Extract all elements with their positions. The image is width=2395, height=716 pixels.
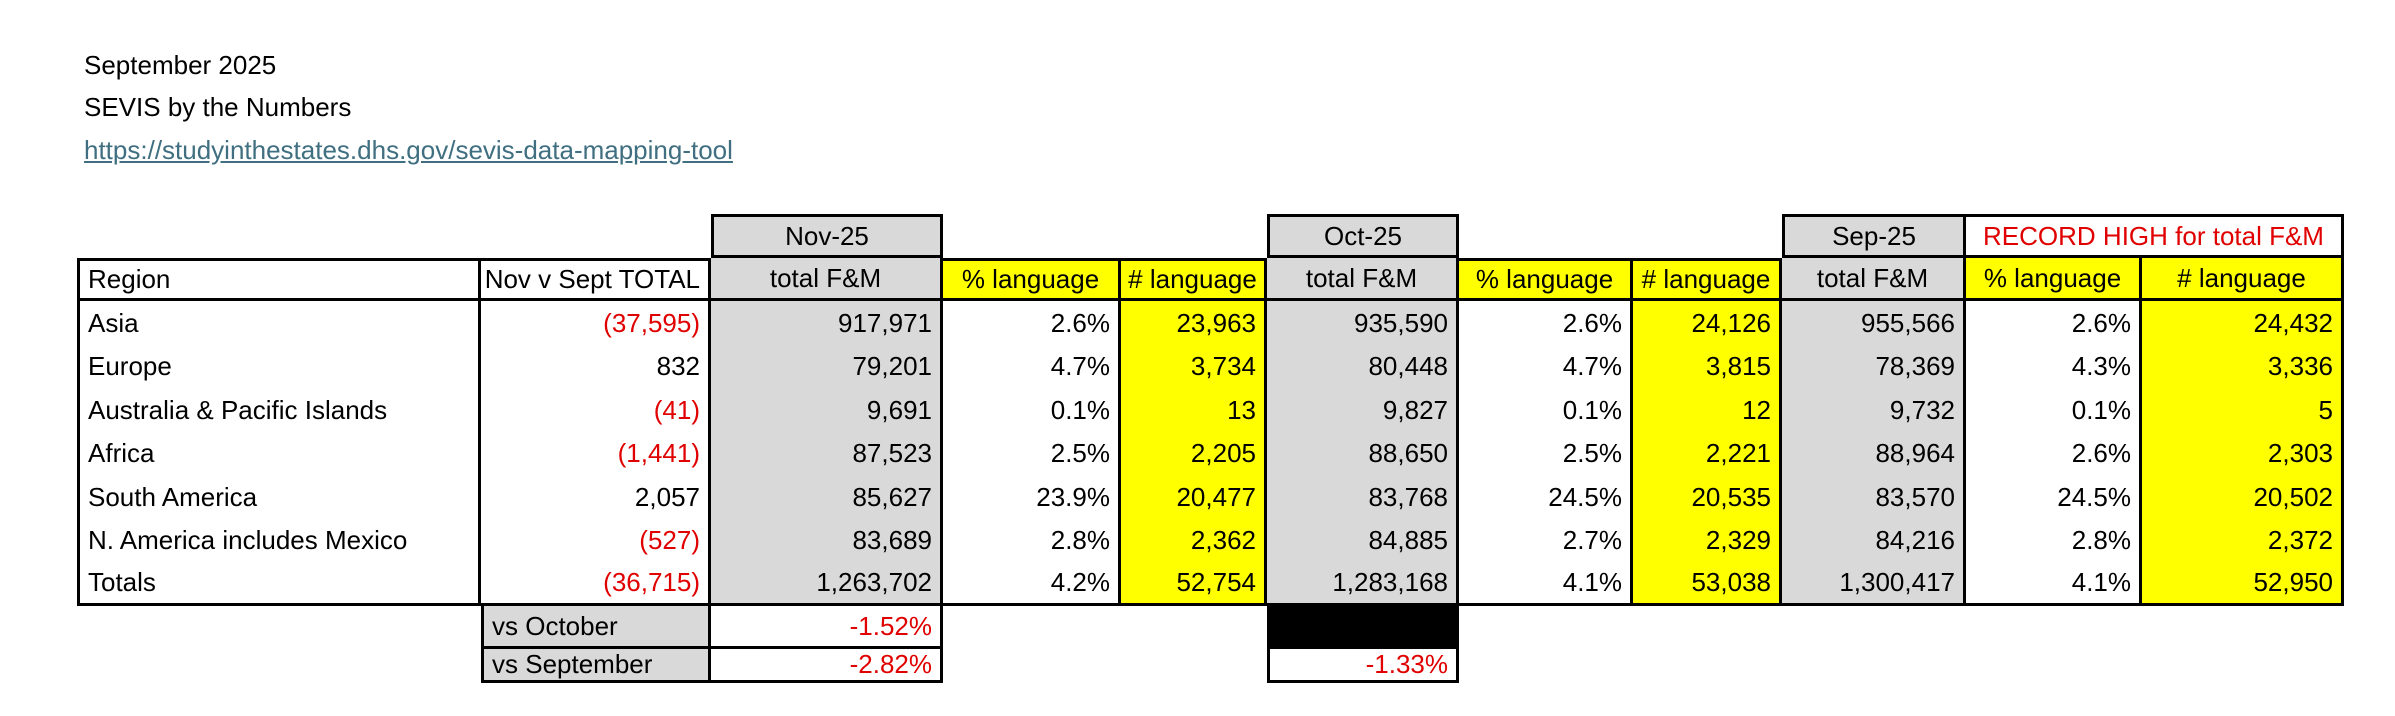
cell-nov-num: 3,734 [1121, 345, 1267, 388]
cell-oct-pct: 2.7% [1459, 519, 1633, 562]
cell-nov-pct: 2.6% [943, 301, 1121, 345]
cell-region: Asia [77, 301, 481, 345]
cell-nov-total: 917,971 [711, 301, 943, 345]
cell-sep-total: 88,964 [1782, 432, 1966, 475]
cell-diff: (36,715) [481, 562, 711, 606]
cell-oct-pct: 4.7% [1459, 345, 1633, 388]
cell-oct-total: 83,768 [1267, 475, 1459, 519]
report-date: September 2025 [84, 50, 277, 80]
cell-diff: (527) [481, 519, 711, 562]
cell-sep-total: 1,300,417 [1782, 562, 1966, 606]
cell-sep-num: 52,950 [2142, 562, 2344, 606]
cell-nov-total: 83,689 [711, 519, 943, 562]
cell-nov-pct: 2.8% [943, 519, 1121, 562]
col-header-num-nov: # language [1121, 258, 1267, 301]
report-title: SEVIS by the Numbers [84, 92, 352, 122]
cell-oct-pct: 24.5% [1459, 475, 1633, 519]
cell-diff: 2,057 [481, 475, 711, 519]
col-header-num-sep: # language [2142, 258, 2344, 301]
record-high-note: RECORD HIGH for total F&M [1966, 214, 2344, 258]
cell-nov-total: 85,627 [711, 475, 943, 519]
cell-oct-total: 1,283,168 [1267, 562, 1459, 606]
cell-sep-pct: 4.1% [1966, 562, 2142, 606]
cell-nov-num: 52,754 [1121, 562, 1267, 606]
cell-sep-num: 5 [2142, 388, 2344, 432]
cell-oct-total: 88,650 [1267, 432, 1459, 475]
col-header-diff: Nov v Sept TOTAL [481, 258, 711, 301]
period-header-nov: Nov-25 [711, 214, 943, 258]
cell-sep-total: 9,732 [1782, 388, 1966, 432]
cell-nov-pct: 0.1% [943, 388, 1121, 432]
cell-region: Totals [77, 562, 481, 606]
cell-nov-num: 2,205 [1121, 432, 1267, 475]
cell-nov-num: 13 [1121, 388, 1267, 432]
cell-oct-num: 12 [1633, 388, 1782, 432]
vs-label: vs October [481, 606, 711, 649]
cell-oct-pct: 4.1% [1459, 562, 1633, 606]
cell-sep-pct: 0.1% [1966, 388, 2142, 432]
cell-oct-total: 935,590 [1267, 301, 1459, 345]
period-header-sep: Sep-25 [1782, 214, 1966, 258]
data-mapping-tool-link[interactable]: https://studyinthestates.dhs.gov/sevis-data-mapping-tool [84, 135, 733, 165]
cell-nov-total: 79,201 [711, 345, 943, 388]
cell-sep-pct: 2.8% [1966, 519, 2142, 562]
cell-sep-pct: 2.6% [1966, 301, 2142, 345]
col-header-total-nov: total F&M [711, 258, 943, 301]
cell-nov-num: 23,963 [1121, 301, 1267, 345]
cell-oct-total: 80,448 [1267, 345, 1459, 388]
col-header-pct-sep: % language [1966, 258, 2142, 301]
cell-nov-num: 2,362 [1121, 519, 1267, 562]
cell-sep-num: 3,336 [2142, 345, 2344, 388]
cell-nov-pct: 2.5% [943, 432, 1121, 475]
cell-region: Europe [77, 345, 481, 388]
vs-label: vs September [481, 649, 711, 683]
cell-sep-num: 24,432 [2142, 301, 2344, 345]
cell-oct-pct: 2.5% [1459, 432, 1633, 475]
cell-oct-num: 3,815 [1633, 345, 1782, 388]
cell-oct-num: 2,221 [1633, 432, 1782, 475]
col-header-total-sep: total F&M [1782, 258, 1966, 301]
cell-oct-pct: 0.1% [1459, 388, 1633, 432]
cell-oct-num: 2,329 [1633, 519, 1782, 562]
cell-oct-pct: 2.6% [1459, 301, 1633, 345]
cell-nov-pct: 4.7% [943, 345, 1121, 388]
period-header-oct: Oct-25 [1267, 214, 1459, 258]
vs-change-nov: -1.52% [711, 606, 943, 649]
col-header-num-oct: # language [1633, 258, 1782, 301]
cell-region: N. America includes Mexico [77, 519, 481, 562]
cell-oct-total: 84,885 [1267, 519, 1459, 562]
cell-diff: (41) [481, 388, 711, 432]
cell-nov-pct: 23.9% [943, 475, 1121, 519]
cell-diff: (1,441) [481, 432, 711, 475]
cell-oct-num: 53,038 [1633, 562, 1782, 606]
cell-region: South America [77, 475, 481, 519]
cell-oct-num: 24,126 [1633, 301, 1782, 345]
cell-sep-num: 2,372 [2142, 519, 2344, 562]
cell-region: Australia & Pacific Islands [77, 388, 481, 432]
col-header-pct-nov: % language [943, 258, 1121, 301]
col-header-pct-oct: % language [1459, 258, 1633, 301]
cell-diff: (37,595) [481, 301, 711, 345]
cell-sep-total: 83,570 [1782, 475, 1966, 519]
cell-sep-pct: 24.5% [1966, 475, 2142, 519]
cell-oct-total: 9,827 [1267, 388, 1459, 432]
cell-nov-pct: 4.2% [943, 562, 1121, 606]
cell-sep-num: 2,303 [2142, 432, 2344, 475]
vs-change-nov: -2.82% [711, 649, 943, 683]
vs-change-oct: -1.33% [1267, 649, 1459, 683]
cell-sep-pct: 4.3% [1966, 345, 2142, 388]
cell-sep-total: 84,216 [1782, 519, 1966, 562]
cell-region: Africa [77, 432, 481, 475]
col-header-region: Region [77, 258, 481, 301]
cell-nov-total: 87,523 [711, 432, 943, 475]
cell-sep-num: 20,502 [2142, 475, 2344, 519]
cell-nov-total: 1,263,702 [711, 562, 943, 606]
cell-sep-total: 78,369 [1782, 345, 1966, 388]
cell-oct-num: 20,535 [1633, 475, 1782, 519]
col-header-total-oct: total F&M [1267, 258, 1459, 301]
cell-sep-pct: 2.6% [1966, 432, 2142, 475]
cell-diff: 832 [481, 345, 711, 388]
vs-blacked-cell [1267, 606, 1459, 649]
cell-nov-total: 9,691 [711, 388, 943, 432]
cell-sep-total: 955,566 [1782, 301, 1966, 345]
cell-nov-num: 20,477 [1121, 475, 1267, 519]
